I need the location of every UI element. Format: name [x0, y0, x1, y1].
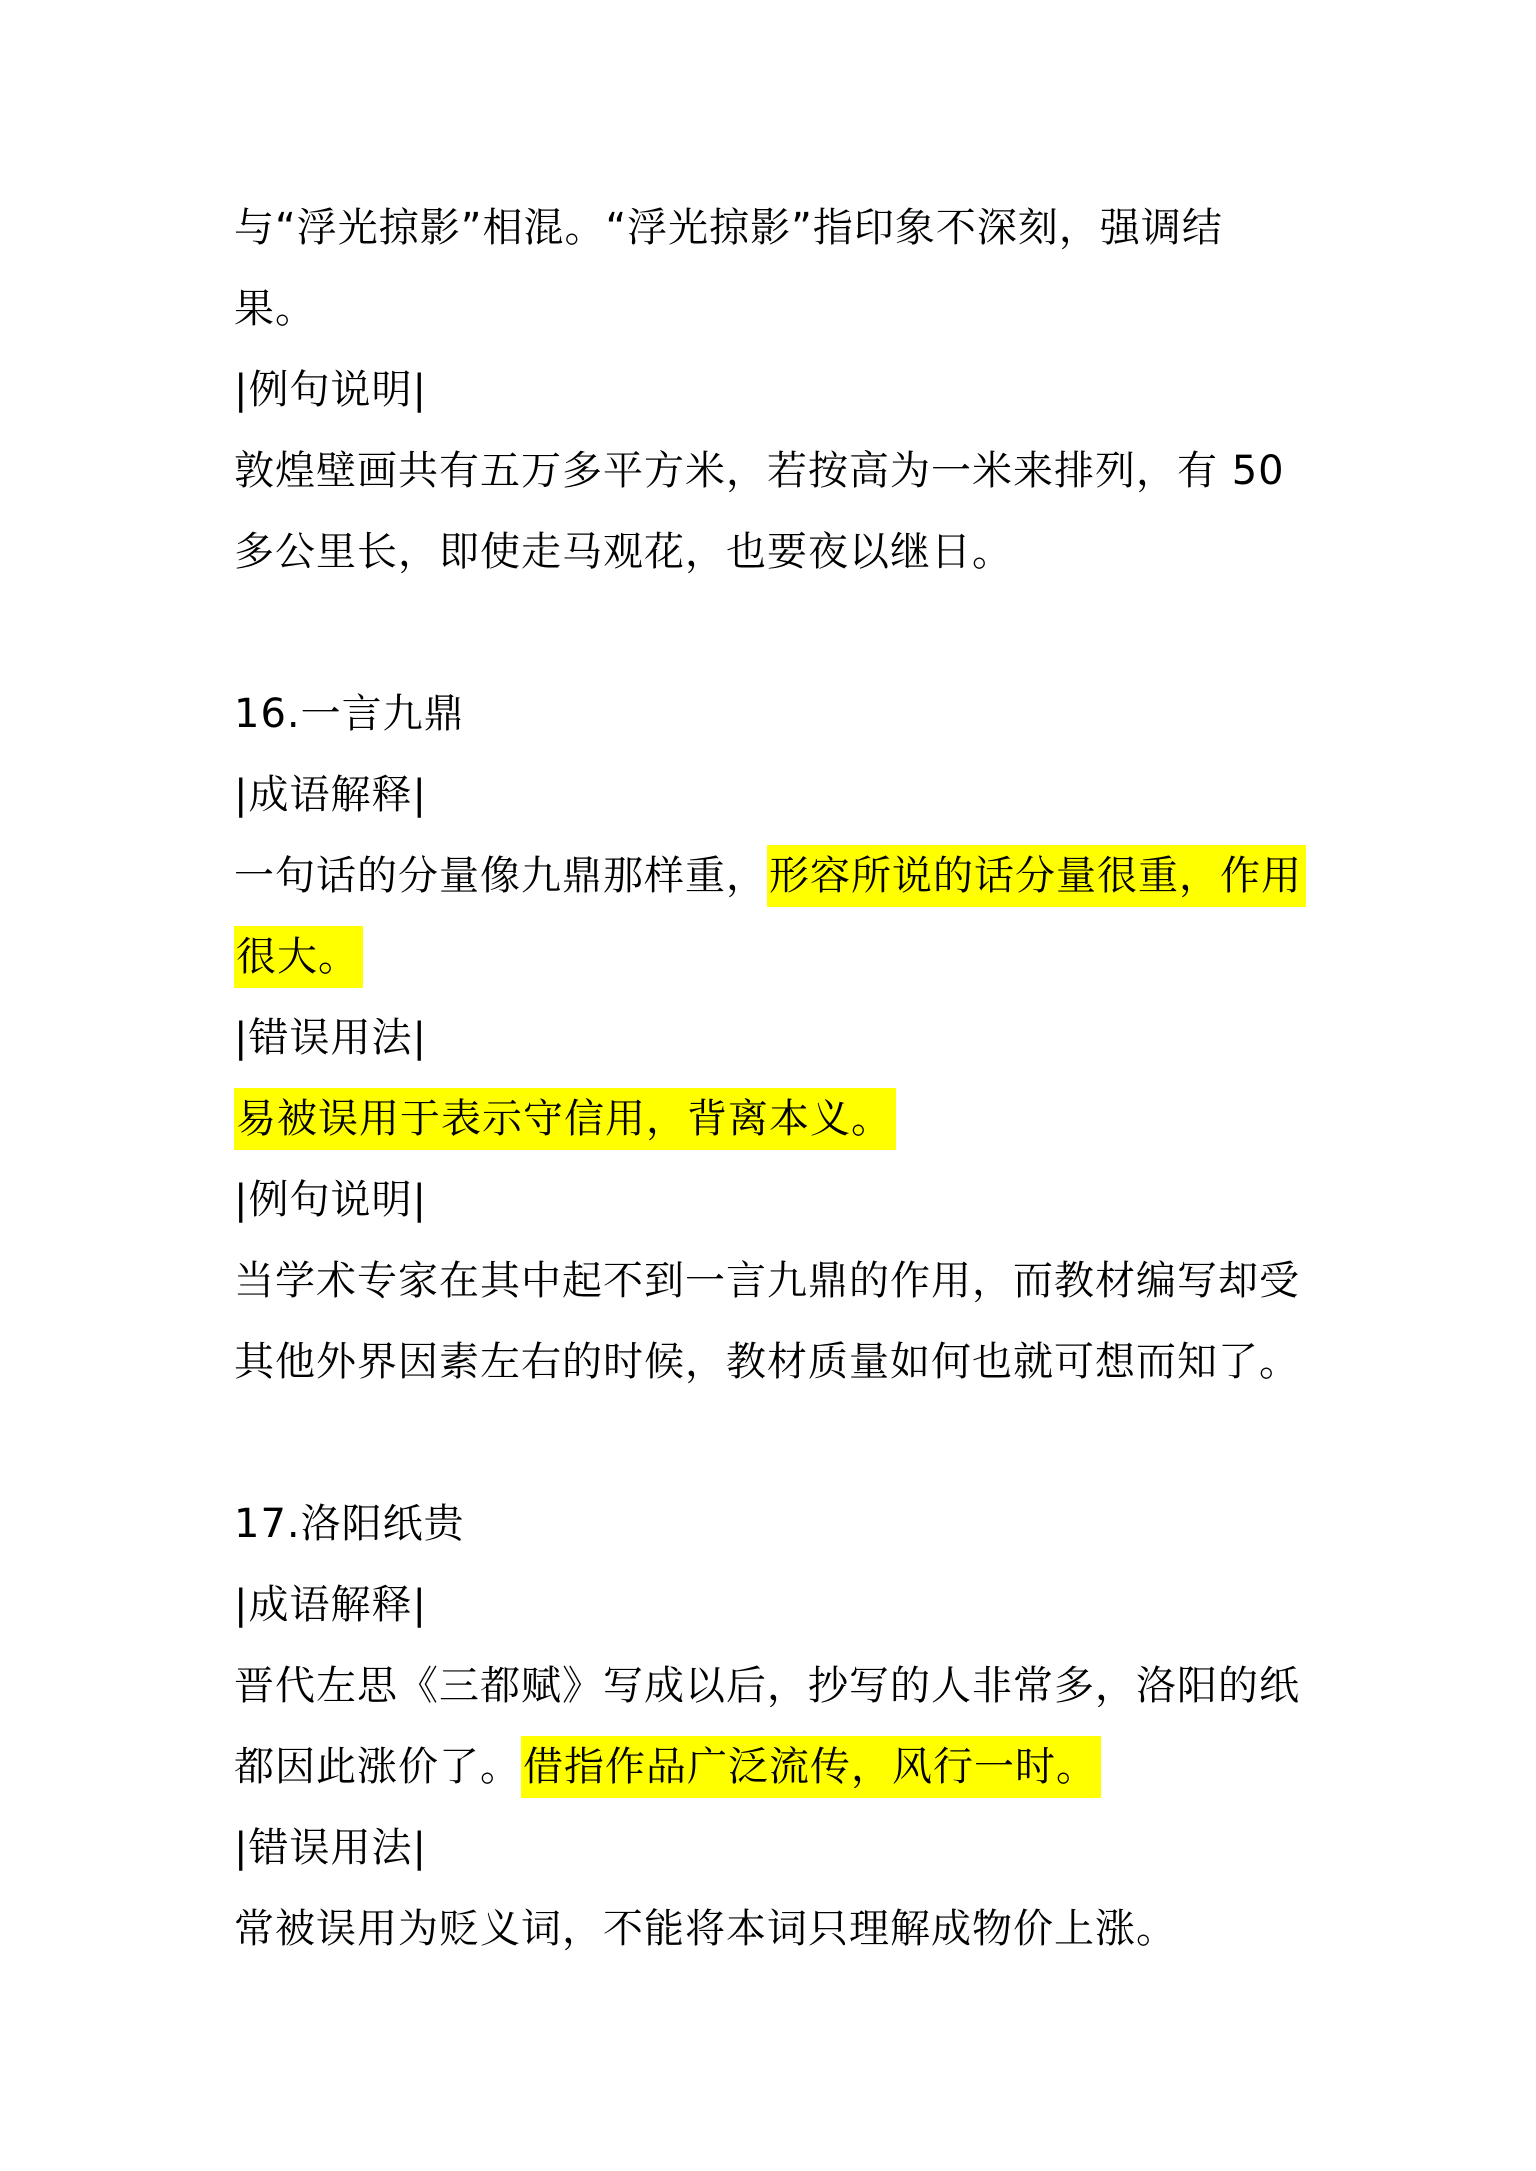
entry16-meaning-highlight-1: 形容所说的话分量很重，作用 [767, 845, 1306, 907]
intro-example-header: |例句说明| [234, 367, 427, 413]
section-gap [234, 1403, 1314, 1484]
entry16-title: 16.一言九鼎 [234, 691, 465, 737]
intro-example-line-2: 多公里长，即使走马观花，也要夜以继日。 [234, 529, 1013, 575]
entry16-example-line-2: 其他外界因素左右的时候，教材质量如何也就可想而知了。 [234, 1339, 1300, 1385]
entry17-meaning-plain: 都因此涨价了。 [234, 1744, 521, 1790]
entry16-example-header: |例句说明| [234, 1177, 427, 1223]
entry16-meaning-plain: 一句话的分量像九鼎那样重， [234, 853, 767, 899]
entry17-misuse-header: |错误用法| [234, 1825, 427, 1871]
entry17-meaning-line-1: 晋代左思《三都赋》写成以后，抄写的人非常多，洛阳的纸 [234, 1663, 1300, 1709]
entry17-title: 17.洛阳纸贵 [234, 1501, 465, 1547]
entry17-misuse-line: 常被误用为贬义词，不能将本词只理解成物价上涨。 [234, 1906, 1177, 1952]
document-page [234, 188, 1314, 1970]
intro-example-line-1: 敦煌壁画共有五万多平方米，若按高为一米来排列，有 50 [234, 448, 1285, 494]
entry17-meaning-highlight: 借指作品广泛流传，风行一时。 [521, 1736, 1101, 1798]
entry17-meaning-header: |成语解释| [234, 1582, 427, 1628]
entry16-meaning-header: |成语解释| [234, 772, 427, 818]
entry16-misuse-highlight: 易被误用于表示守信用，背离本义。 [234, 1088, 896, 1150]
entry16-meaning-highlight-2: 很大。 [234, 926, 363, 988]
section-gap [234, 593, 1314, 674]
entry17-meaning-line-2 [234, 1727, 1314, 1808]
intro-line-1: 与“浮光掠影”相混。“浮光掠影”指印象不深刻，强调结 [234, 205, 1223, 251]
entry16-example-line-1: 当学术专家在其中起不到一言九鼎的作用，而教材编写却受 [234, 1258, 1300, 1304]
intro-line-2: 果。 [234, 286, 316, 332]
entry16-misuse-header: |错误用法| [234, 1015, 427, 1061]
entry16-misuse-line [234, 1079, 1314, 1160]
entry16-meaning-line-2 [234, 917, 1314, 998]
entry16-meaning-line-1 [234, 836, 1314, 917]
